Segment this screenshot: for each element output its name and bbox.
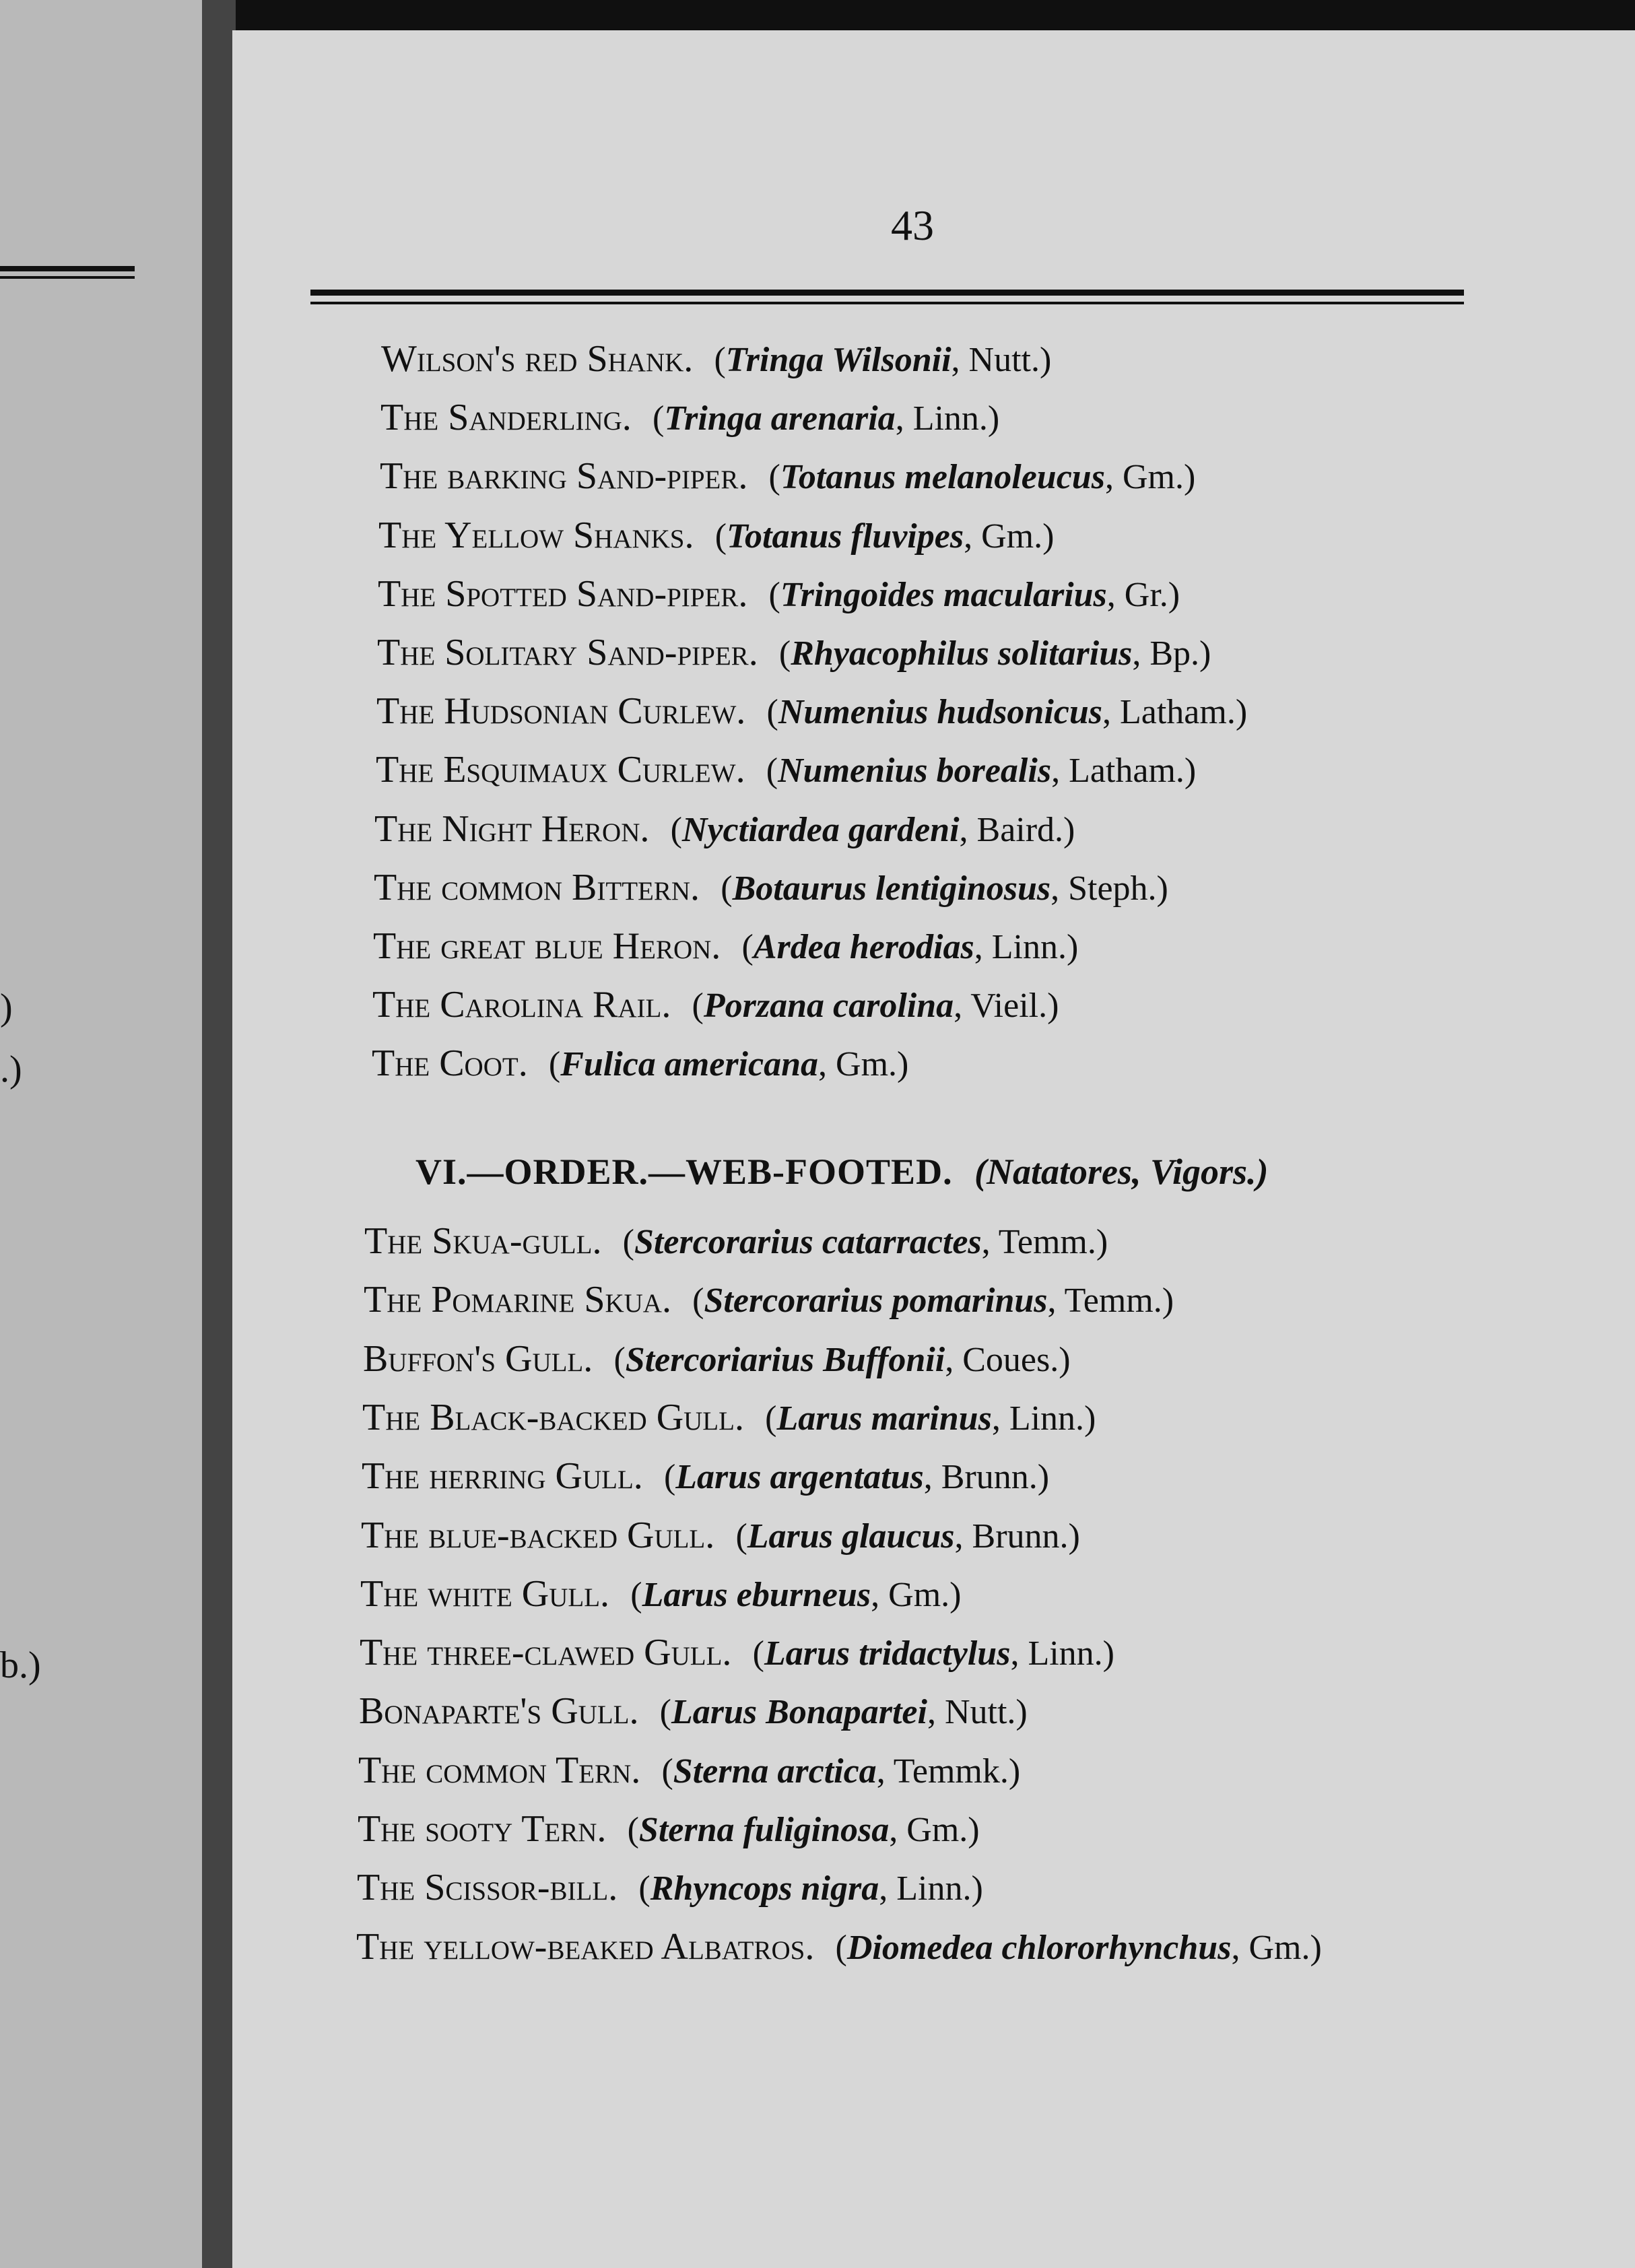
species-entry [363, 1337, 1071, 1380]
common-name: Wilson's red Shank. [381, 338, 694, 380]
order-title: VI.—ORDER.—WEB-FOOTED. [415, 1152, 953, 1192]
species-entry [364, 1222, 1108, 1260]
facing-page-rule [0, 266, 135, 271]
common-name: The sooty Tern. [358, 1808, 607, 1850]
paren-open: ( [638, 1869, 650, 1908]
paren-open: ( [548, 1045, 561, 1084]
facing-page-fragment: ) [0, 987, 13, 1028]
common-name: The Solitary Sand-piper. [377, 632, 758, 673]
common-name: The common Bittern. [374, 866, 700, 908]
common-name: The Night Heron. [374, 807, 650, 850]
facing-page-fragment: b.) [0, 1644, 41, 1686]
species-entry [362, 1455, 1050, 1498]
species-entry [372, 1042, 909, 1085]
scientific-name: Botaurus lentiginosus [732, 869, 1051, 908]
authority: , Nutt.) [951, 341, 1052, 379]
paren-open: ( [714, 516, 727, 556]
species-entry [376, 690, 1248, 733]
common-name: The Esquimaux Curlew. [376, 749, 745, 791]
paren-open: ( [670, 810, 682, 849]
paren-open: ( [765, 1399, 777, 1438]
species-entry [362, 1396, 1096, 1438]
scientific-name: Diomedea chlororhynchus [846, 1928, 1232, 1967]
scientific-name: Larus glaucus [747, 1516, 955, 1556]
paren-open: ( [714, 341, 726, 379]
species-entry [380, 397, 1000, 439]
authority: , Latham.) [1051, 752, 1197, 791]
common-name: The great blue Heron. [373, 925, 721, 967]
common-name: The three-clawed Gull. [360, 1632, 732, 1674]
header-rule [310, 302, 1464, 304]
common-name: The common Tern. [358, 1749, 641, 1791]
paren-open: ( [692, 1281, 704, 1321]
common-name: The herring Gull. [362, 1455, 643, 1498]
facing-page-left [0, 0, 202, 2268]
paren-open: ( [613, 1340, 626, 1379]
scientific-name: Stercorarius catarractes [634, 1223, 982, 1261]
authority: , Coues.) [945, 1340, 1071, 1379]
authority: , Gm.) [818, 1045, 909, 1084]
species-entry [360, 1632, 1114, 1674]
facing-page-rule [0, 276, 135, 279]
paren-open: ( [661, 1752, 673, 1791]
common-name: The Coot. [372, 1042, 528, 1085]
authority: , Temm.) [1047, 1281, 1174, 1321]
authority: , Latham.) [1102, 693, 1248, 732]
species-entry [358, 1810, 980, 1848]
scientific-name: Porzana carolina [703, 987, 954, 1026]
authority: , Linn.) [1010, 1634, 1114, 1673]
common-name: The Scissor-bill. [357, 1867, 618, 1909]
scientific-name: Totanus fluvipes [727, 516, 964, 556]
paren-open: ( [735, 1516, 747, 1556]
paren-open: ( [778, 634, 791, 673]
common-name: The Black-backed Gull. [362, 1396, 744, 1438]
authority: , Gm.) [1231, 1928, 1322, 1967]
scientific-name: Stercoriarius Buffonii [625, 1340, 945, 1379]
species-entry [374, 807, 1075, 850]
species-entry [380, 455, 1196, 498]
authority: , Gm.) [1104, 458, 1196, 497]
species-entry [364, 1281, 1174, 1319]
scientific-name: Larus tridactylus [764, 1634, 1011, 1673]
scientific-name: Larus marinus [776, 1399, 992, 1438]
paren-open: ( [663, 1458, 676, 1497]
scientific-name: Larus Bonapartei [671, 1693, 927, 1732]
paren-open: ( [835, 1928, 847, 1967]
authority: , Nutt.) [927, 1693, 1028, 1732]
paren-open: ( [659, 1693, 671, 1732]
authority: , Gm.) [871, 1575, 962, 1614]
paren-open: ( [741, 928, 754, 966]
species-entry [356, 1925, 1322, 1968]
scientific-name: Fulica americana [560, 1045, 819, 1084]
species-entry [381, 340, 1051, 378]
common-name: The barking Sand-piper. [380, 455, 748, 498]
scientific-name: Tringa Wilsonii [725, 341, 952, 379]
paren-open: ( [721, 869, 733, 908]
paren-open: ( [692, 987, 704, 1026]
scientific-name: Sterna fuliginosa [638, 1811, 890, 1849]
species-entry [359, 1690, 1028, 1733]
common-name: The white Gull. [360, 1572, 610, 1615]
authority: , Gr.) [1106, 575, 1180, 614]
species-entry [373, 927, 1078, 965]
header-rule [310, 290, 1464, 296]
common-name: The Pomarine Skua. [364, 1279, 671, 1321]
common-name: The Carolina Rail. [372, 984, 671, 1026]
scientific-name: Rhyacophilus solitarius [791, 634, 1133, 673]
common-name: The Hudsonian Curlew. [376, 690, 746, 733]
common-name: The Yellow Shanks. [378, 514, 694, 556]
scientific-name: Larus eburneus [642, 1575, 871, 1614]
authority: , Linn.) [895, 399, 1000, 438]
authority: , Gm.) [889, 1811, 980, 1849]
scientific-name: Nyctiardea gardeni [681, 810, 960, 849]
paren-open: ( [627, 1811, 639, 1849]
scientific-name: Tringa arenaria [664, 399, 896, 438]
book-spine [202, 0, 236, 2268]
order-heading [415, 1154, 1269, 1190]
order-latin-name: (Natatores, Vigors.) [974, 1152, 1269, 1192]
paren-open: ( [622, 1223, 634, 1261]
scientific-name: Ardea herodias [753, 928, 974, 966]
scientific-name: Stercorarius pomarinus [704, 1281, 1048, 1321]
common-name: The Sanderling. [380, 397, 632, 439]
species-entry [357, 1867, 983, 1909]
paren-open: ( [752, 1634, 764, 1673]
common-name: The Skua-gull. [364, 1220, 602, 1262]
scientific-name: Numenius borealis [778, 752, 1052, 791]
species-entry [360, 1572, 962, 1615]
paren-open: ( [768, 458, 780, 497]
authority: , Gm.) [964, 516, 1055, 556]
authority: , Bp.) [1132, 634, 1211, 673]
authority: , Brunn.) [923, 1458, 1050, 1497]
species-entry [377, 634, 1211, 671]
authority: , Temm.) [981, 1223, 1108, 1261]
common-name: Bonaparte's Gull. [359, 1690, 639, 1733]
paren-open: ( [766, 693, 778, 732]
authority: , Brunn.) [954, 1516, 1080, 1556]
scientific-name: Rhyncops nigra [650, 1869, 879, 1908]
paren-open: ( [768, 575, 780, 614]
species-entry [376, 751, 1196, 789]
common-name: Buffon's Gull. [363, 1337, 593, 1380]
species-entry [361, 1516, 1080, 1554]
scientific-name: Larus argentatus [675, 1458, 924, 1497]
species-entry [378, 516, 1054, 554]
authority: , Steph.) [1050, 869, 1168, 908]
authority: , Linn.) [991, 1399, 1096, 1438]
common-name: The Spotted Sand-piper. [378, 572, 748, 615]
authority: , Linn.) [974, 928, 1079, 966]
paren-open: ( [630, 1575, 642, 1614]
species-entry [372, 986, 1059, 1024]
scientific-name: Totanus melanoleucus [780, 458, 1105, 497]
scientific-name: Tringoides macularius [780, 575, 1107, 614]
authority: , Linn.) [879, 1869, 983, 1908]
facing-page-fragment: .) [0, 1048, 22, 1090]
page-number: 43 [891, 201, 934, 249]
scientific-name: Numenius hudsonicus [778, 693, 1103, 732]
document-page [232, 30, 1635, 2268]
common-name: The yellow-beaked Albatros. [356, 1925, 815, 1968]
species-entry [374, 866, 1168, 908]
paren-open: ( [766, 752, 778, 791]
paren-open: ( [653, 399, 665, 438]
species-entry [378, 572, 1180, 615]
scientific-name: Sterna arctica [673, 1752, 877, 1791]
species-entry [358, 1749, 1021, 1791]
common-name: The blue-backed Gull. [361, 1514, 715, 1556]
authority: , Vieil.) [954, 987, 1059, 1026]
authority: , Baird.) [959, 810, 1075, 849]
authority: , Temmk.) [876, 1752, 1021, 1791]
